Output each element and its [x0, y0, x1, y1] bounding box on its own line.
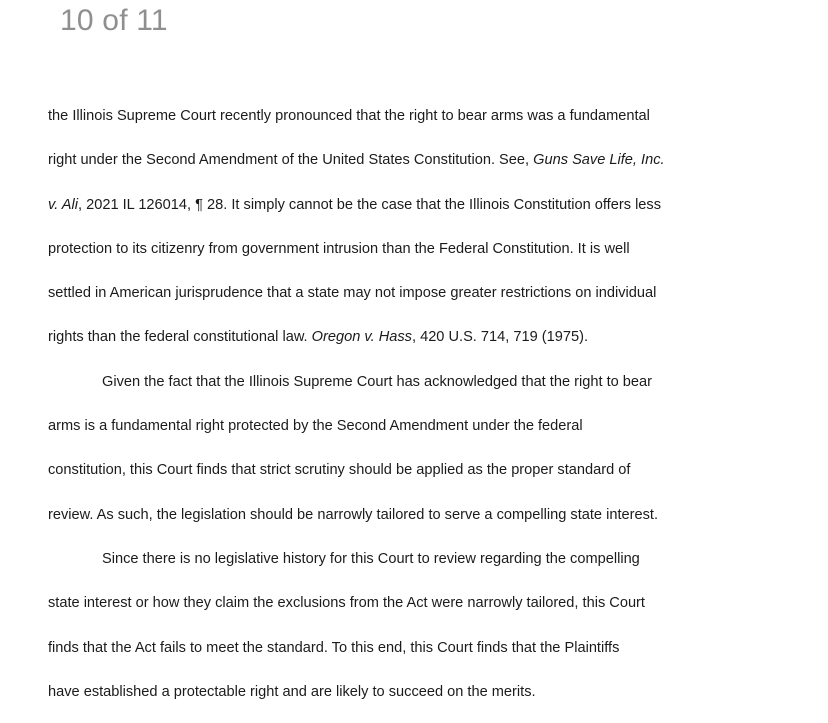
text-run: , 2021 IL 126014, ¶ 28. It simply cannot be the case that the Illinois Constitution offers less: [78, 196, 662, 213]
case-citation: Oregon v. Hass: [311, 329, 412, 346]
case-citation: Guns Save Life, Inc.: [533, 152, 665, 169]
paragraph-line: [48, 138, 818, 182]
text-run: , 420 U.S. 714, 719 (1975).: [411, 329, 589, 346]
page-indicator: 10 of 11: [60, 4, 168, 37]
paragraph-line: protection to its citizenry from government intrusion than the Federal Constitution. It is well: [48, 240, 630, 257]
paragraph-line: Given the fact that the Illinois Supreme Court has acknowledged that the right to bear: [102, 373, 653, 390]
paragraph-line: [48, 183, 818, 227]
paragraph-line: state interest or how they claim the exclusions from the Act were narrowly tailored, this Court: [48, 595, 645, 612]
paragraph-2: [48, 360, 818, 537]
text-run: rights than the federal constitutional law.: [48, 329, 312, 346]
paragraph-line: settled in American jurisprudence that a state may not impose greater restrictions on individual: [48, 285, 657, 302]
paragraph-line: arms is a fundamental right protected by the Second Amendment under the federal: [48, 418, 583, 435]
document-body: [48, 94, 818, 714]
paragraph-1: [48, 94, 818, 360]
paragraph-line: Since there is no legislative history for this Court to review regarding the compelling: [102, 550, 640, 567]
paragraph-line: constitution, this Court finds that strict scrutiny should be applied as the proper standard of: [48, 462, 631, 479]
paragraph-line: finds that the Act fails to meet the standard. To this end, this Court finds that the Plaintiffs: [48, 639, 620, 656]
case-citation: v. Ali: [48, 196, 78, 213]
paragraph-line: [48, 315, 818, 359]
paragraph-line: the Illinois Supreme Court recently pronounced that the right to bear arms was a fundamental: [48, 108, 650, 124]
paragraph-line: have established a protectable right and are likely to succeed on the merits.: [48, 683, 536, 700]
paragraph-3: [48, 537, 818, 714]
text-run: right under the Second Amendment of the United States Constitution. See,: [48, 152, 534, 169]
paragraph-line: review. As such, the legislation should be narrowly tailored to serve a compelling state interest.: [48, 506, 659, 523]
